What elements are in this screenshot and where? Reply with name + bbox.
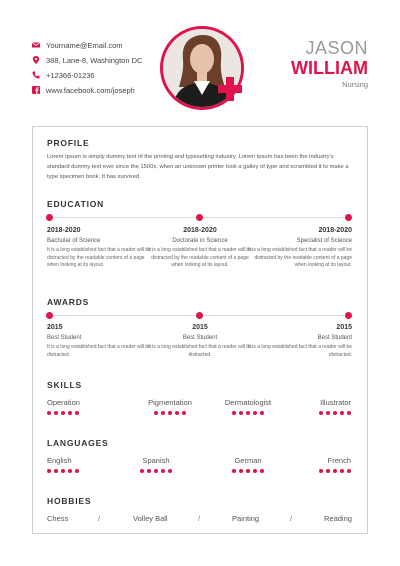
education-item <box>47 227 157 270</box>
profile-text: Lorem Ipsum is simply dummy text of the printing and typesetting industry. Lorem Ipsum has been the industry's standard dummy text ever since the 1500s, when an unknown printer took a galley of type and scrambled it to make a type specimen book. It has survived. <box>47 154 349 180</box>
award-name: Best Student <box>317 335 352 341</box>
facebook-text: www.facebook.com/joseph <box>46 85 135 95</box>
phone-icon <box>32 71 40 79</box>
skill-name: Pigmentation <box>148 398 192 407</box>
section-title-languages: LANGUAGES <box>47 438 109 448</box>
education-desc: It is a long established fact that a reader will be distracted by the readable content of a page when looking at its layout. <box>47 247 151 268</box>
hobby-item: Reading <box>324 514 352 523</box>
location-pin-icon <box>32 56 40 64</box>
timeline-dot <box>345 214 352 221</box>
contact-address <box>32 54 142 66</box>
award-item <box>47 324 157 359</box>
language-level-dots <box>251 469 351 473</box>
education-year: 2018-2020 <box>47 227 81 234</box>
skill-name: Dermatologist <box>224 398 272 407</box>
award-desc: It is a long established fact that a reader will be distracted. <box>148 344 252 358</box>
section-title-profile: PROFILE <box>47 138 90 148</box>
education-item <box>145 227 255 270</box>
section-title-hobbies: HOBBIES <box>47 496 92 506</box>
education-degree: Specialist of Science <box>296 238 352 244</box>
language-name: Spanish <box>142 456 170 465</box>
address-text: 388, Lane-8, Washington DC <box>46 55 143 65</box>
last-name: WILLIAM <box>291 58 368 78</box>
hobby-item: Volley Ball <box>133 514 168 523</box>
education-desc: It is a long established fact that a reader will be distracted by the readable content of a page when looking at its layout. <box>148 247 252 268</box>
email-text: Yourname@Email.com <box>46 40 123 50</box>
skill-name: Operation <box>47 398 80 407</box>
envelope-icon <box>32 41 40 49</box>
job-title: Nursing <box>342 80 368 89</box>
education-desc: It is a long established fact that a reader will be distracted by the readable content of a page when looking at its layout. <box>248 247 352 268</box>
education-year: 2018-2020 <box>183 227 217 234</box>
hobby-separator: / <box>290 514 293 523</box>
timeline-dot <box>46 214 53 221</box>
award-desc: It is a long established fact that a reader will be distracted. <box>47 344 151 358</box>
plus-cross-icon <box>218 77 242 101</box>
award-name: Best Student <box>182 335 218 341</box>
language-name: French <box>327 456 351 465</box>
hobby-item: Painting <box>232 514 260 523</box>
language-name: German <box>234 456 262 465</box>
timeline-dot <box>46 312 53 319</box>
first-name: JASON <box>305 38 368 58</box>
timeline-dot <box>196 214 203 221</box>
language-level-dots <box>106 469 206 473</box>
skill-item <box>251 398 351 415</box>
award-item <box>145 324 255 359</box>
education-degree: Bachular of Science <box>47 238 101 244</box>
skill-name: Illustrator <box>320 398 351 407</box>
award-desc: It is a long established fact that a reader will be distracted. <box>248 344 352 358</box>
timeline-dot <box>196 312 203 319</box>
education-year: 2018-2020 <box>318 227 352 234</box>
hobby-separator: / <box>98 514 101 523</box>
language-item <box>106 456 206 473</box>
award-name: Best Student <box>47 335 82 341</box>
contact-email[interactable] <box>32 39 123 51</box>
award-item <box>242 324 352 359</box>
section-title-skills: SKILLS <box>47 380 83 390</box>
contact-phone[interactable] <box>32 69 95 81</box>
award-year: 2015 <box>336 324 352 331</box>
language-item <box>251 456 351 473</box>
facebook-icon <box>32 86 40 94</box>
skill-level-dots <box>251 411 351 415</box>
hobby-item: Chess <box>47 514 69 523</box>
phone-text: +12366-01236 <box>46 70 95 80</box>
education-item <box>242 227 352 270</box>
contact-facebook[interactable] <box>32 84 135 96</box>
education-degree: Doctorate in Science <box>172 238 228 244</box>
section-title-education: EDUCATION <box>47 199 105 209</box>
award-year: 2015 <box>47 324 63 331</box>
award-year: 2015 <box>192 324 208 331</box>
hobby-separator: / <box>198 514 201 523</box>
section-title-awards: AWARDS <box>47 297 90 307</box>
language-name: English <box>47 456 72 465</box>
timeline-dot <box>345 312 352 319</box>
